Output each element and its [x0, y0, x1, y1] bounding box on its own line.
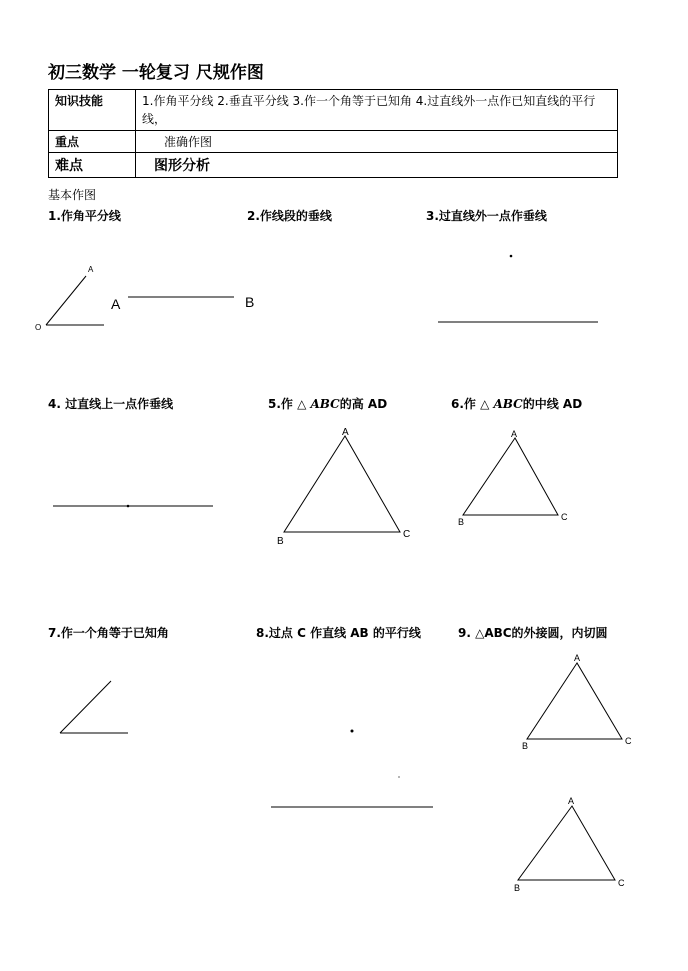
label-a-1: A — [88, 265, 94, 274]
page-title: 初三数学 一轮复习 尺规作图 — [48, 63, 264, 83]
row-value-difficulty: 图形分析 — [136, 153, 618, 178]
problem-4-label: 4. 过直线上一点作垂线 — [48, 397, 174, 411]
row-value-skills: 1.作角平分线 2.垂直平分线 3.作一个角等于已知角 4.过直线外一点作已知直线的平行线， — [136, 90, 618, 131]
label-a-2: A — [111, 296, 121, 312]
label-a-9-bottom: A — [568, 796, 575, 806]
problem-8-label: 8.过点 C 作直线 AB 的平行线 — [256, 626, 421, 640]
angle-7-ray-oblique — [60, 681, 111, 733]
triangle-6 — [463, 438, 558, 515]
label-c-5: C — [403, 529, 411, 540]
row-key-skills: 知识技能 — [49, 90, 136, 131]
label-b-6: B — [458, 517, 465, 527]
label-a-6: A — [511, 429, 518, 439]
label-b-5: B — [277, 536, 284, 547]
point-3 — [510, 255, 513, 258]
label-c-9-bottom: C — [618, 878, 625, 888]
section-title: 基本作图 — [48, 188, 97, 202]
row-value-focus: 准确作图 — [136, 131, 618, 153]
angle-1-ray-oblique — [46, 276, 86, 325]
label-c-9-top: C — [625, 736, 632, 746]
problem-3-label: 3.过直线外一点作垂线 — [426, 209, 547, 223]
label-b-2: B — [245, 294, 255, 310]
point-c-8 — [351, 730, 354, 733]
point-4 — [127, 505, 130, 508]
label-c-6: C — [561, 512, 568, 522]
row-key-focus: 重点 — [49, 131, 136, 153]
label-b-9-top: B — [522, 741, 529, 751]
triangle-5 — [284, 436, 400, 532]
point-dot-8 — [398, 776, 399, 777]
problem-5-label: 5.作 △ ABC的高 AD — [268, 397, 388, 411]
label-a-9-top: A — [574, 653, 581, 663]
triangle-9-bottom — [518, 806, 615, 880]
problem-7-label: 7.作一个角等于已知角 — [48, 626, 169, 640]
problem-6-label: 6.作 △ ABC的中线 AD — [451, 397, 583, 411]
row-key-difficulty: 难点 — [49, 153, 136, 178]
problem-2-label: 2.作线段的垂线 — [247, 209, 332, 223]
label-a-5: A — [342, 427, 349, 438]
problem-1-label: 1.作角平分线 — [48, 209, 121, 223]
label-b-9-bottom: B — [514, 883, 521, 893]
label-o-1: O — [35, 323, 42, 332]
problem-9-label: 9. △ABC的外接圆，内切圆 — [458, 626, 608, 640]
triangle-9-top — [527, 663, 622, 739]
